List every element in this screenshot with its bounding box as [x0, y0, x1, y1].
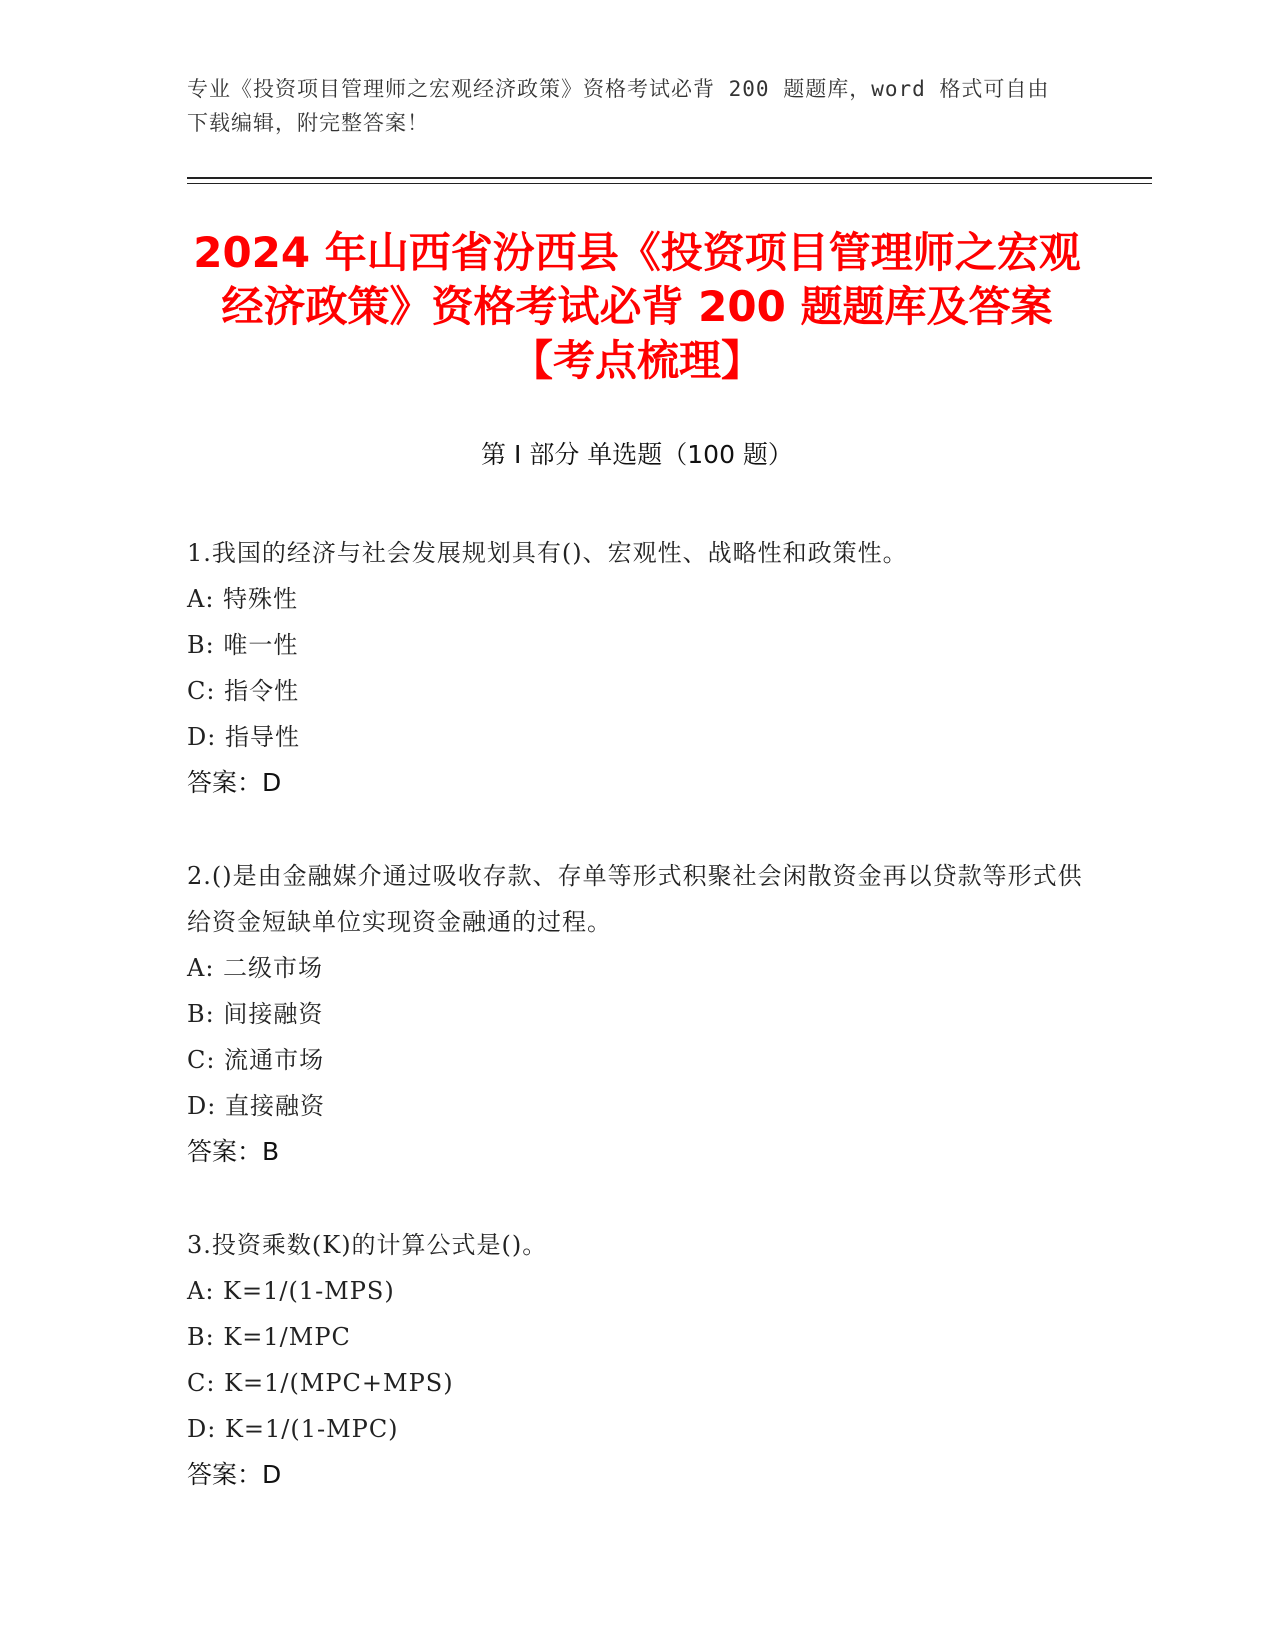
option-b: B: K=1/MPC: [187, 1323, 351, 1351]
section-title: 第 I 部分 单选题（100 题）: [481, 440, 793, 469]
option-c: C: 流通市场: [187, 1046, 325, 1074]
document-title: 2024 年山西省汾西县《投资项目管理师之宏观经济政策》资格考试必背 200 题题库及答案【考点梳理】: [193, 228, 1081, 385]
answer: 答案：D: [187, 1460, 282, 1489]
question-text: 2.()是由金融媒介通过吸收存款、存单等形式积聚社会闲散资金再以贷款等形式供给资金短缺单位实现资金融通的过程。: [187, 862, 1083, 936]
question-text: 1.我国的经济与社会发展规划具有()、宏观性、战略性和政策性。: [187, 539, 908, 567]
option-a: A: 二级市场: [187, 954, 324, 982]
option-d: D: K=1/(1-MPC): [187, 1415, 399, 1443]
question-2: [187, 853, 1087, 1175]
question-text: 3.投资乘数(K)的计算公式是()。: [187, 1231, 548, 1259]
option-a: A: 特殊性: [187, 585, 299, 613]
option-d: D: 直接融资: [187, 1092, 325, 1120]
header-rule-thin: [187, 183, 1152, 184]
question-3: [187, 1222, 1087, 1498]
option-c: C: 指令性: [187, 677, 300, 705]
option-a: A: K=1/(1-MPS): [187, 1277, 395, 1305]
answer: 答案：B: [187, 1137, 280, 1166]
header-note: 专业《投资项目管理师之宏观经济政策》资格考试必背 200 题题库，word 格式可自由下载编辑，附完整答案！: [187, 77, 1050, 135]
option-d: D: 指导性: [187, 723, 300, 751]
answer: 答案：D: [187, 768, 282, 797]
option-b: B: 间接融资: [187, 1000, 324, 1028]
header-rule-thick: [187, 177, 1152, 179]
option-b: B: 唯一性: [187, 631, 299, 659]
option-c: C: K=1/(MPC+MPS): [187, 1369, 454, 1397]
question-1: [187, 530, 1087, 806]
